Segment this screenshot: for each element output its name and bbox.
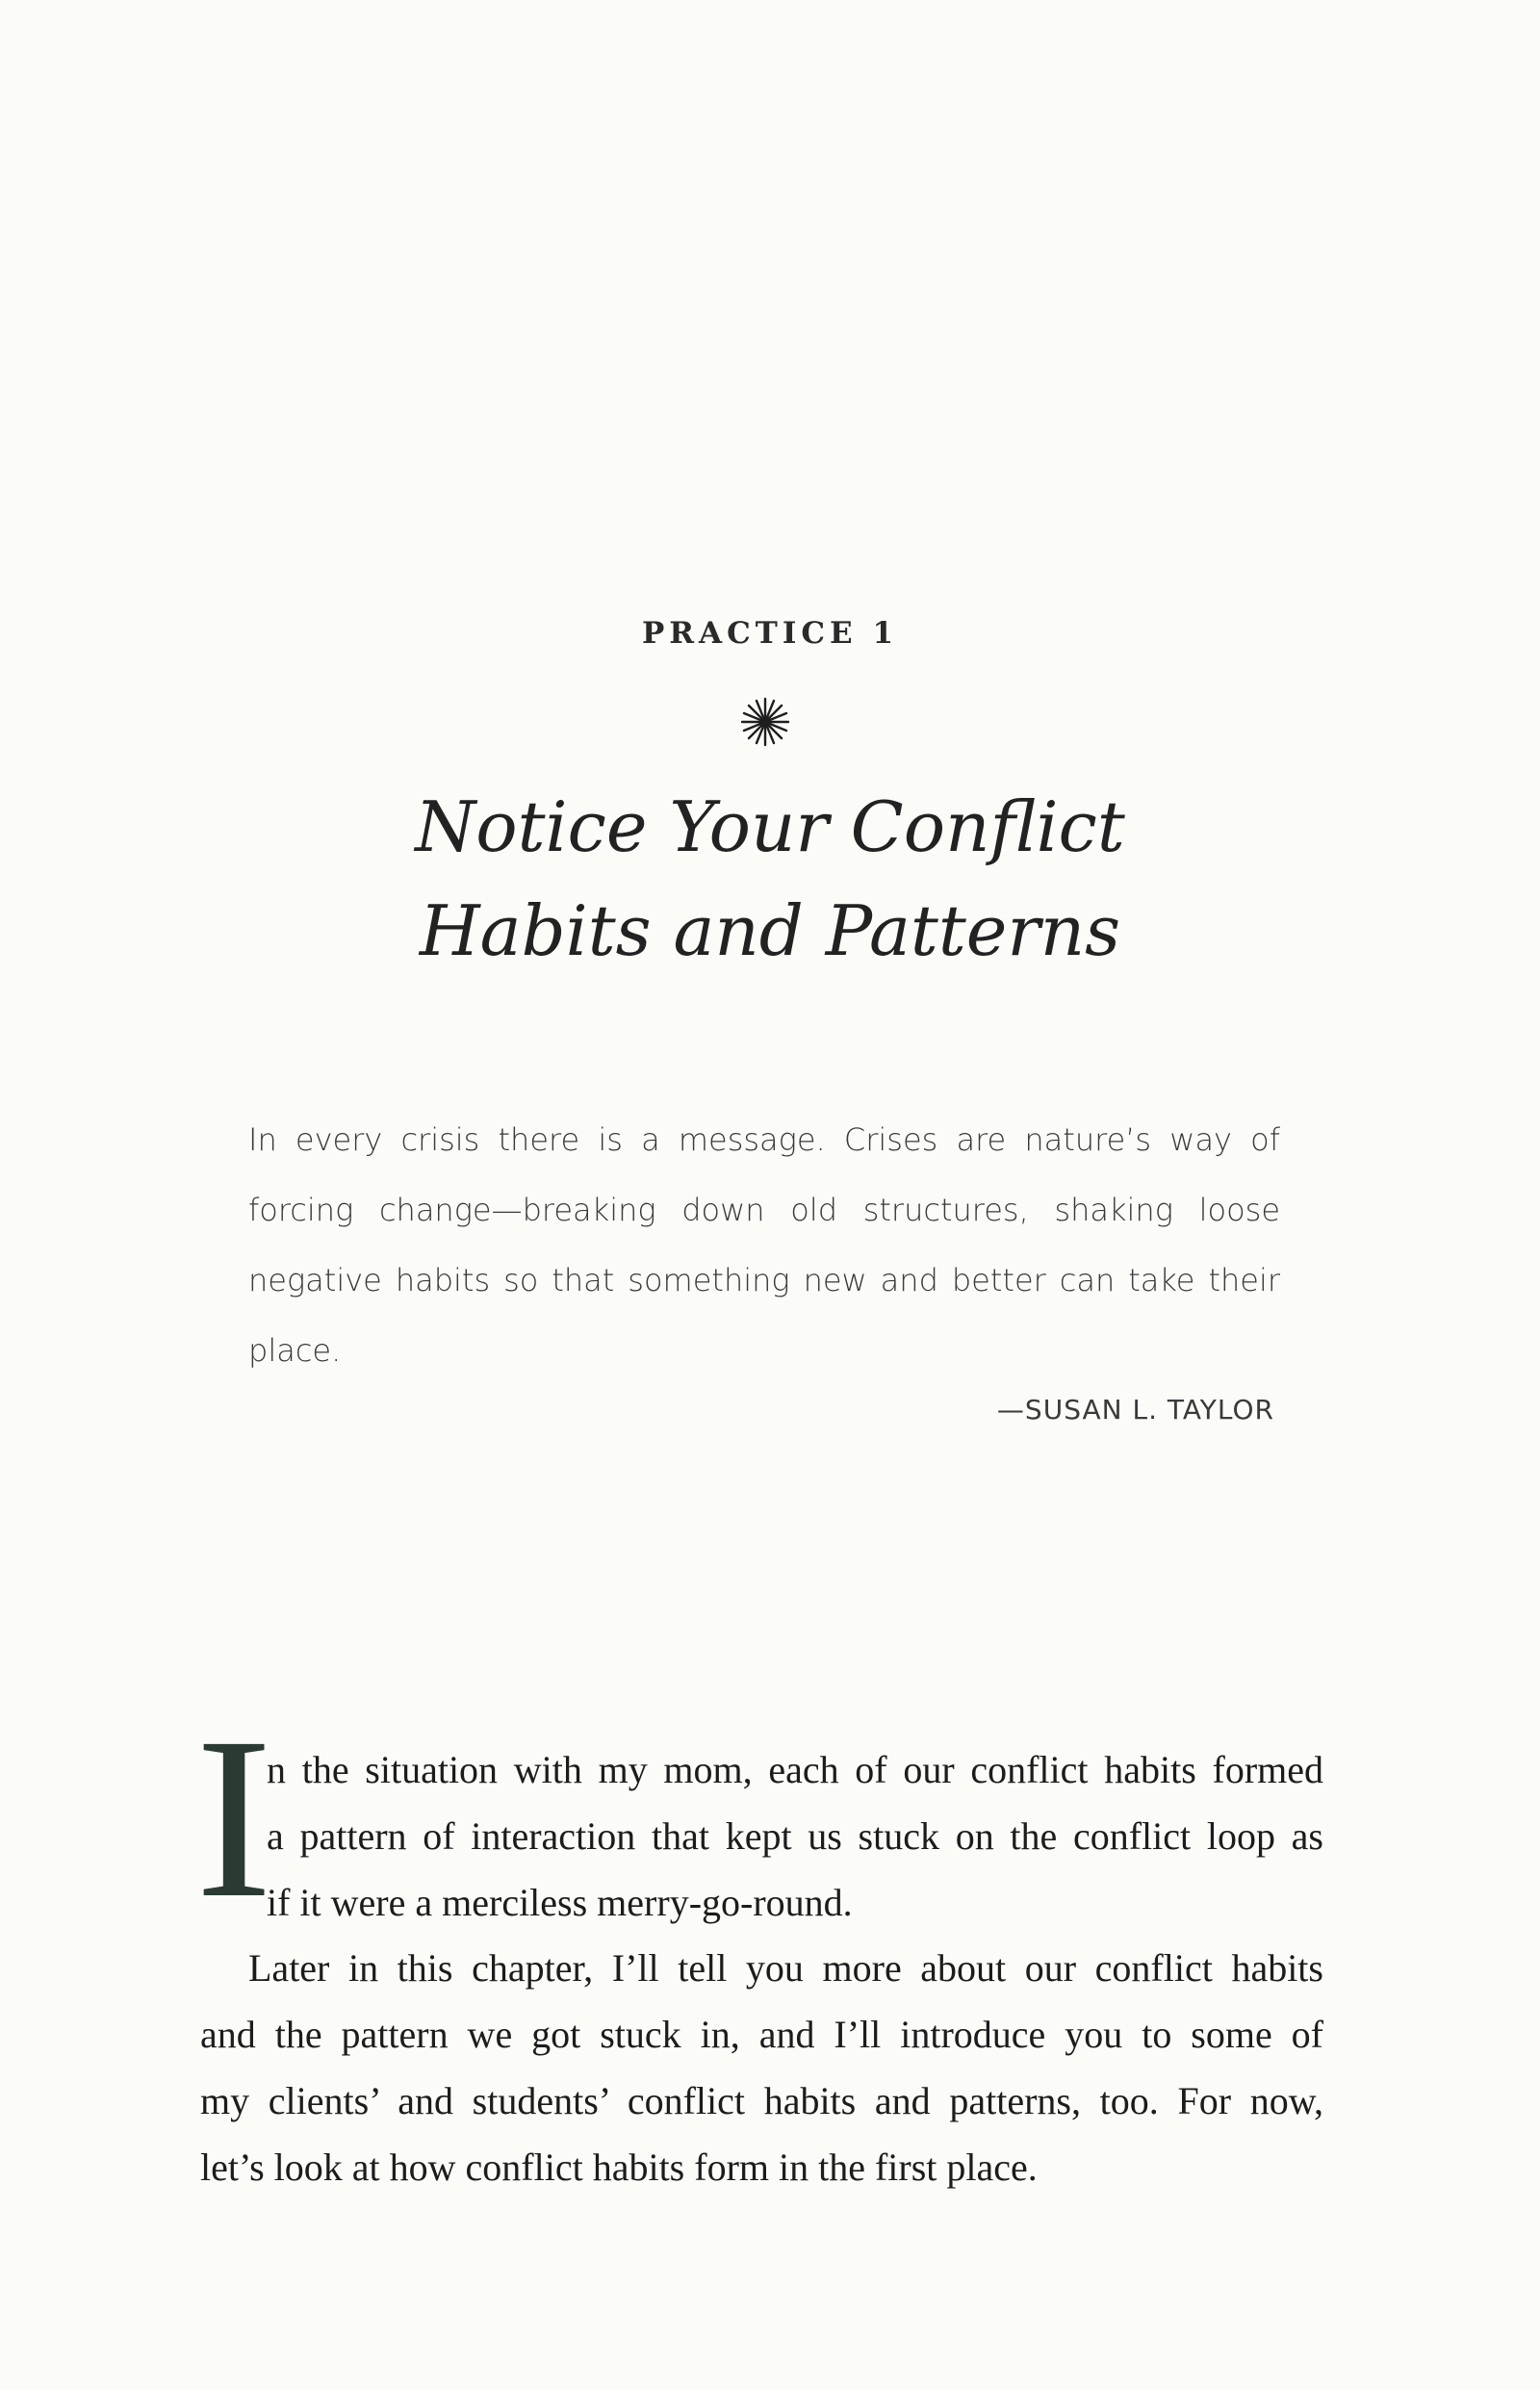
paragraph-2-line: Later in this chapter, I’ll tell you more about our conflict habits: [248, 1946, 1323, 1990]
paragraph-2: [200, 1935, 1323, 2200]
sunburst-ornament-icon: [738, 695, 792, 749]
epigraph-attribution: —SUSAN L. TAYLOR: [996, 1394, 1274, 1426]
paragraph-1-line: n the situation with my mom, each of our conflict habits formed: [267, 1748, 1323, 1791]
drop-cap: I: [195, 1689, 272, 1945]
chapter-title-line-1: Notice Your Conflict: [415, 786, 1125, 867]
chapter-title-line-2: Habits and Patterns: [419, 890, 1121, 971]
chapter-title: [0, 775, 1540, 983]
paragraph-2-line: let’s look at how conflict habits form in the first place.: [200, 2146, 1038, 2189]
paragraph-2-line: my clients’ and students’ conflict habits and patterns, too. For now,: [200, 2079, 1323, 2122]
paragraph-2-line: and the pattern we got stuck in, and I’ll introduce you to some of: [200, 2013, 1323, 2056]
paragraph-1-line: if it were a merciless merry-go-round.: [267, 1881, 853, 1924]
paragraph-1-line: a pattern of interaction that kept us stuck on the conflict loop as: [267, 1814, 1323, 1858]
paragraph-1: [267, 1736, 1323, 1936]
practice-label: PRACTICE 1: [641, 616, 899, 651]
epigraph-quote: In every crisis there is a message. Crises are nature’s way of forcing change—breaking down old structures, shaking loose negative habits so that something new and better can take their place.: [248, 1121, 1280, 1369]
